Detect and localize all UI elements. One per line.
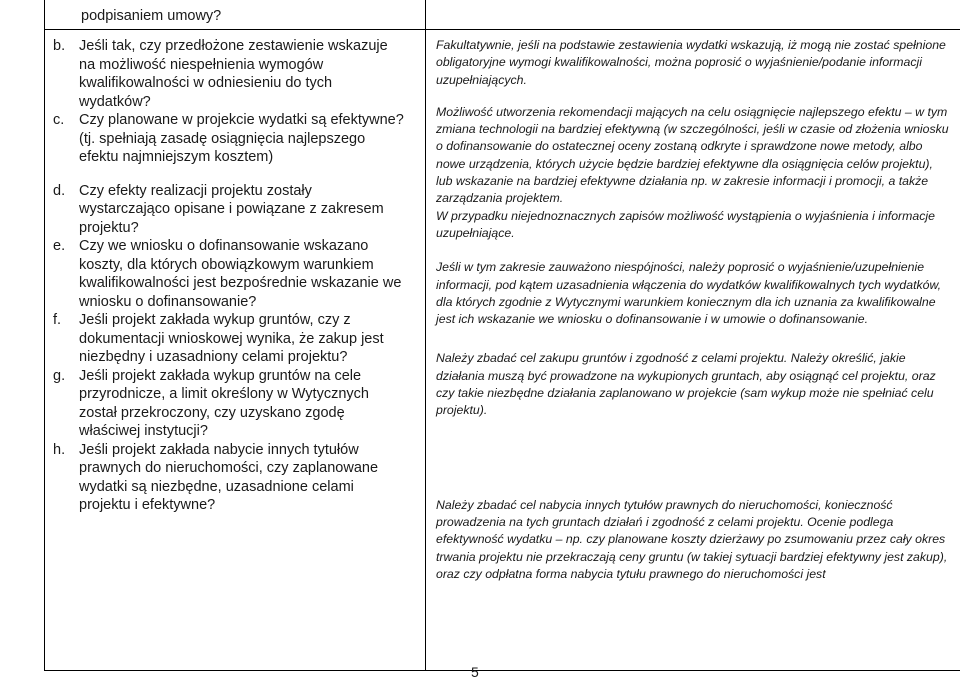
- question-text: Jeśli projekt zakłada nabycie innych tytułów prawnych do nieruchomości, czy zaplanowane wydatki są niezbędne, uzasadnione celami projektu i efektywne?: [79, 442, 378, 514]
- list-item: [45, 37, 425, 111]
- table-row: [45, 30, 960, 671]
- checklist-table: [44, 0, 960, 671]
- item-marker: c.: [53, 111, 64, 130]
- note-cell: [426, 0, 960, 30]
- question-text: Czy efekty realizacji projektu zostały wystarczająco opisane i powiązane z zakresem projektu?: [79, 183, 384, 236]
- item-marker: f.: [53, 311, 61, 330]
- question-cell: [45, 0, 426, 30]
- list-item: [45, 311, 425, 367]
- notes-column: [426, 37, 960, 583]
- item-marker: g.: [53, 367, 65, 386]
- note-d: W przypadku niejednoznacznych zapisów możliwość wystąpienia o wyjaśnienia i informacje uzupełniające.: [436, 208, 950, 243]
- item-marker: d.: [53, 182, 65, 201]
- list-item: [45, 237, 425, 311]
- list-item: [45, 441, 425, 515]
- note-cell: [426, 30, 960, 671]
- item-marker: b.: [53, 37, 65, 56]
- table-row: [45, 0, 960, 30]
- note-e: Jeśli w tym zakresie zauważono niespójności, należy poprosić o wyjaśnienie/uzupełnienie informacji, pod kątem uzasadnienia włączenia do wydatków kwalifikowalnych tych wydatków, dla których zgodnie z Wytycznymi warunkiem koniecznym dla ich uznania za kwalifikowalne jest ich wskazanie we wniosku o dofinansowanie i w umowie o dofinansowanie.: [436, 259, 950, 328]
- question-text: Jeśli tak, czy przedłożone zestawienie wskazuje na możliwość niespełnienia wymogów kwalifikowalności w odniesieniu do tych wydatków?: [79, 38, 388, 110]
- list-item: [45, 182, 425, 238]
- question-text: Jeśli projekt zakłada wykup gruntów na cele przyrodnicze, a limit określony w Wytycznych został przekroczony, czy uzyskano zgodę właściwej instytucji?: [79, 368, 369, 440]
- question-list: [45, 37, 425, 515]
- note-h: Należy zbadać cel nabycia innych tytułów prawnych do nieruchomości, konieczność prowadzenia na tych gruntach działań i zgodność z celami projektu. Ocenie podlega efektywność wydatku – np. czy planowane koszty dzierżawy po zsumowaniu przez cały okres trwania projektu nie przekraczają ceny gruntu (w takiej sytuacji bardziej efektywny jest zakup), oraz czy odpłatna forma nabycia tytułu prawnego do nieruchomości jest: [436, 497, 950, 583]
- question-text: Czy we wniosku o dofinansowanie wskazano koszty, dla których obowiązkowym warunkiem kwalifikowalności jest bezpośrednie wskazanie we wniosku o dofinansowanie?: [79, 238, 401, 310]
- list-item: [45, 367, 425, 441]
- item-marker: e.: [53, 237, 65, 256]
- question-cell: [45, 30, 426, 671]
- note-c: Możliwość utworzenia rekomendacji mających na celu osiągnięcie najlepszego efektu – w tym zmiana technologii na bardziej efektywną (w szczególności, jeśli w czasie od złożenia wniosku o dofinansowanie do ostatecznej oceny zostaną odkryte i sprawdzone nowe metody, albo nowe urządzenia, których użycie będzie bardziej efektywne dla osiągnięcia celów projektu), lub wskazanie na bardziej efektywne działania np. w zakresie informacji i promocji, a także zarządzania projektem.: [436, 104, 950, 208]
- question-text: Jeśli projekt zakłada wykup gruntów, czy z dokumentacji wnioskowej wynika, że zakup jest niezbędny i uzasadniony celami projektu?: [79, 312, 384, 365]
- question-text: Czy planowane w projekcie wydatki są efektywne? (tj. spełniają zasadę osiągnięcia najlepszego efektu najmniejszym kosztem): [79, 112, 404, 165]
- note-f: Należy zbadać cel zakupu gruntów i zgodność z celami projektu. Należy określić, jakie działania muszą być prowadzone na wykupionych gruntach, aby osiągnąć cel projektu, oraz czy takie niezbędne działania zaplanowano w projekcie (sam wykup może nie spełniać celu projektu).: [436, 350, 950, 419]
- item-marker: h.: [53, 441, 65, 460]
- note-b: Fakultatywnie, jeśli na podstawie zestawienia wydatki wskazują, iż mogą nie zostać spełnione obligatoryjne wymogi kwalifikowalności, można poprosić o wyjaśnienie/podanie informacji uzupełniających.: [436, 37, 950, 89]
- list-item: [45, 111, 425, 167]
- continued-text: podpisaniem umowy?: [45, 0, 425, 29]
- page-number: 5: [471, 664, 479, 680]
